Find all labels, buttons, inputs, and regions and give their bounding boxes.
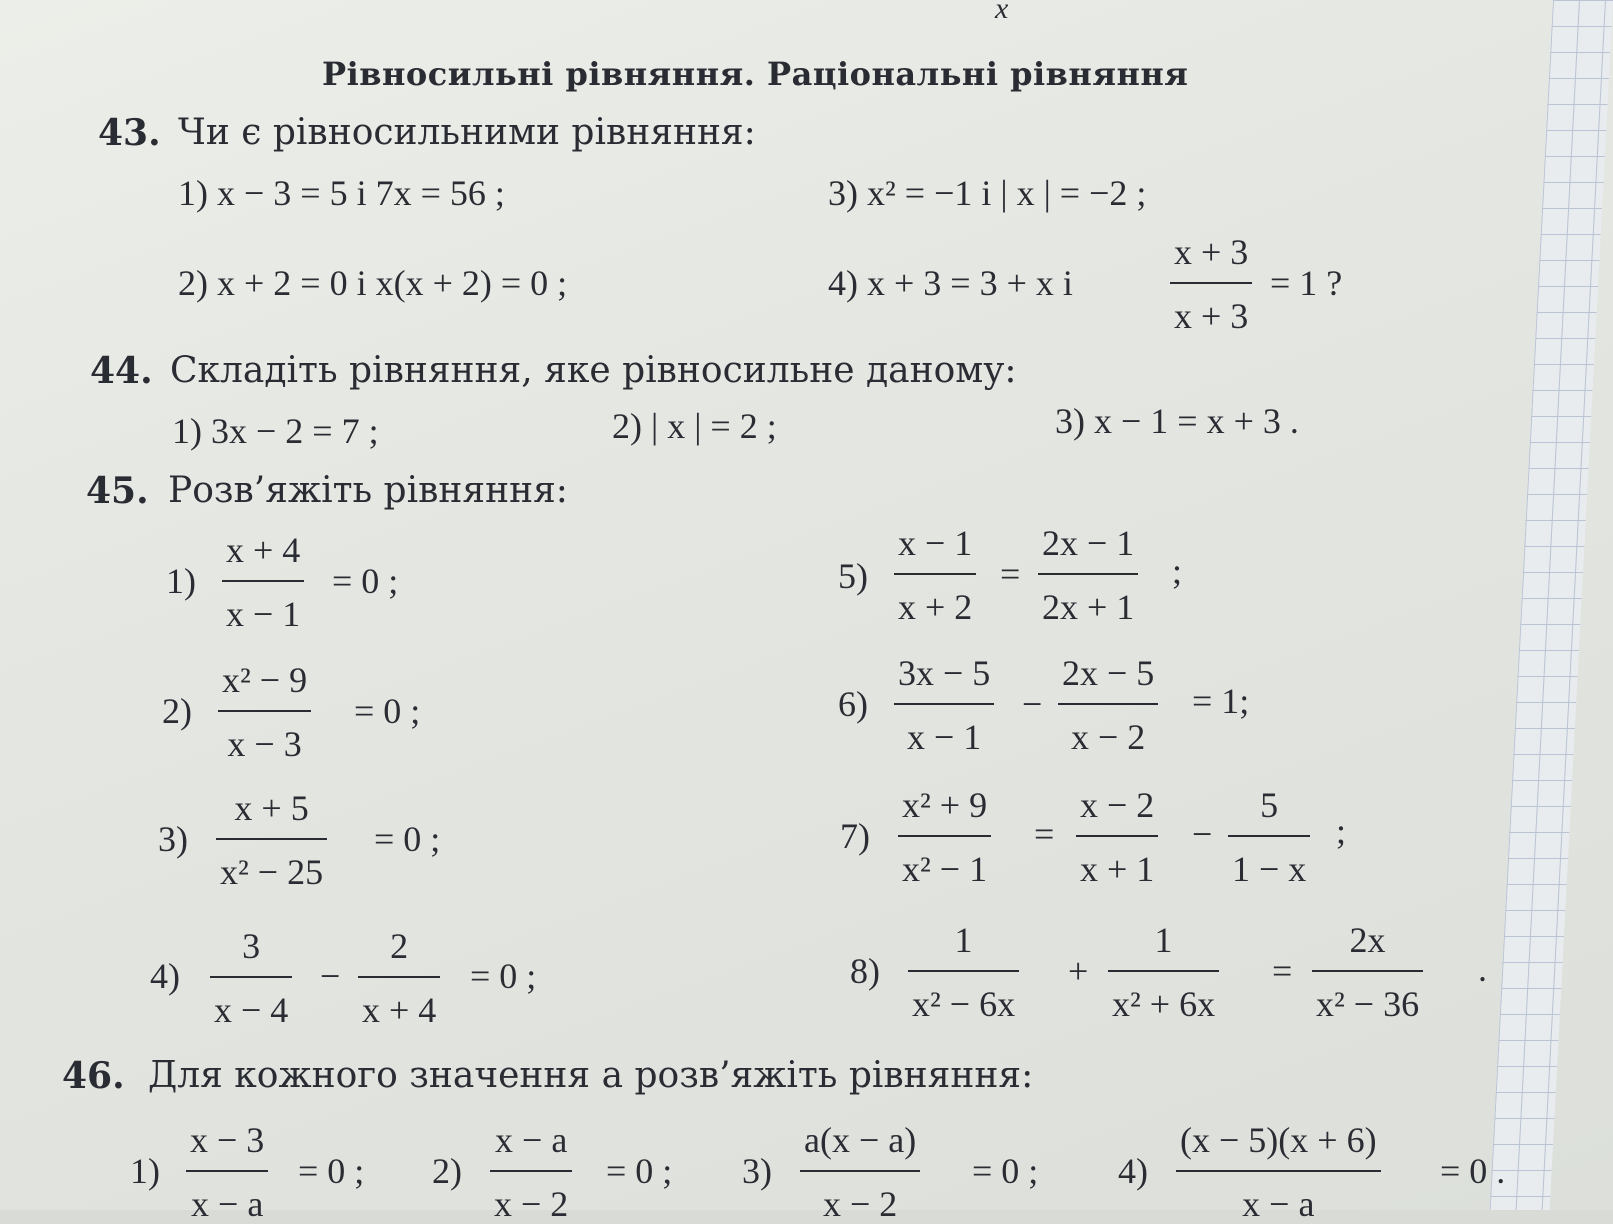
fraction-bar	[1312, 970, 1423, 972]
fraction-bar	[210, 976, 292, 978]
fraction-bar	[216, 838, 327, 840]
denominator: x² − 25	[220, 852, 324, 892]
numerator: 5	[1260, 785, 1279, 825]
fraction-bar	[1038, 573, 1138, 575]
problem-44-item-1: 1) 3x − 2 = 7 ;	[172, 411, 379, 451]
problem-45-item-5-operator: =	[1000, 554, 1021, 594]
fraction-bar	[894, 573, 976, 575]
denominator: 2x + 1	[1042, 587, 1135, 627]
problem-43-item-1: 1) x − 3 = 5 і 7x = 56 ;	[178, 173, 505, 213]
problem-46-item-1-label: 1)	[130, 1151, 160, 1191]
numerator: 2x − 5	[1062, 653, 1155, 693]
denominator: x + 1	[1080, 849, 1155, 889]
problem-45-item-4-operator: −	[320, 956, 341, 996]
denominator: x² − 6x	[912, 984, 1016, 1024]
problem-46-item-4-fraction	[1176, 1122, 1381, 1222]
problem-45-text: Розв’яжіть рівняння:	[168, 470, 568, 511]
problem-45-item-4-fraction-1	[210, 928, 292, 1028]
problem-44-item-3: 3) x − 1 = x + 3 .	[1055, 401, 1299, 441]
problem-45-item-3-fraction	[216, 790, 327, 890]
problem-46-item-4-label: 4)	[1118, 1151, 1148, 1191]
numerator: x² − 9	[222, 660, 308, 700]
problem-45-item-5-fraction-1	[894, 525, 976, 625]
problem-45-item-2-label: 2)	[162, 691, 192, 731]
numerator: 1	[1154, 920, 1173, 960]
problem-45-item-4-label: 4)	[150, 956, 180, 996]
problem-45-item-3-label: 3)	[158, 819, 188, 859]
problem-44-number: 44.	[90, 350, 153, 392]
problem-45-item-6-fraction-1	[894, 655, 994, 755]
fraction-bar	[894, 703, 994, 705]
denominator: x − 4	[214, 990, 289, 1030]
fraction-bar	[1058, 703, 1158, 705]
numerator: x − a	[495, 1120, 568, 1160]
numerator: 3x − 5	[898, 653, 991, 693]
denominator: x − 1	[226, 594, 301, 634]
numerator: x − 1	[898, 523, 973, 563]
problem-45-item-8-fraction-1	[908, 922, 1019, 1022]
numerator: 2x	[1349, 920, 1386, 960]
denominator: x² − 1	[902, 849, 988, 889]
denominator: x − 3	[227, 724, 302, 764]
problem-45-item-6-tail: = 1;	[1192, 681, 1250, 721]
page-title: Рівносильні рівняння. Раціональні рівняння	[322, 55, 1189, 93]
problem-45-item-7-fraction-2	[1076, 787, 1158, 887]
problem-43-item-4-tail: = 1 ?	[1270, 263, 1343, 303]
problem-46-item-3-fraction	[800, 1122, 920, 1222]
fraction-bar	[898, 835, 991, 837]
problem-45-item-8-fraction-3	[1312, 922, 1423, 1022]
fraction-bar	[1228, 835, 1310, 837]
fraction-bar	[490, 1170, 572, 1172]
problem-43-item-2: 2) x + 2 = 0 і x(x + 2) = 0 ;	[178, 263, 568, 303]
denominator: x + 2	[898, 587, 973, 627]
denominator: x + 3	[1174, 296, 1249, 336]
problem-45-item-2-tail: = 0 ;	[354, 691, 421, 731]
fraction-bar	[222, 580, 304, 582]
denominator: x − 2	[1071, 717, 1146, 757]
problem-46-item-2-label: 2)	[432, 1151, 462, 1191]
problem-46-item-2-tail: = 0 ;	[606, 1151, 673, 1191]
problem-45-item-5-fraction-2	[1038, 525, 1138, 625]
numerator: x − 2	[1080, 785, 1155, 825]
problem-45-item-3-tail: = 0 ;	[374, 819, 441, 859]
grid-paper-edge	[1490, 0, 1613, 1210]
fraction-bar	[1170, 282, 1252, 284]
problem-43-text: Чи є рівносильними рівняння:	[178, 112, 756, 153]
numerator: x − 3	[190, 1120, 265, 1160]
fraction-bar	[358, 976, 440, 978]
problem-45-item-6-operator: −	[1022, 684, 1043, 724]
problem-45-item-1-label: 1)	[166, 561, 196, 601]
problem-44-item-2: 2) | x | = 2 ;	[612, 406, 777, 446]
problem-45-number: 45.	[86, 470, 149, 512]
problem-45-item-8-fraction-2	[1108, 922, 1219, 1022]
fraction-bar	[1176, 1170, 1381, 1172]
fraction-bar	[908, 970, 1019, 972]
problem-45-item-8-label: 8)	[850, 951, 880, 991]
problem-45-item-5-tail: ;	[1172, 551, 1183, 591]
problem-45-item-7-operator-2: −	[1192, 814, 1213, 854]
denominator: x − a	[1242, 1184, 1315, 1224]
problem-45-item-2-fraction	[218, 662, 311, 762]
problem-45-item-7-label: 7)	[840, 816, 870, 856]
problem-45-item-7-tail: ;	[1336, 811, 1347, 851]
problem-46-item-1-tail: = 0 ;	[298, 1151, 365, 1191]
denominator: x − 1	[907, 717, 982, 757]
problem-45-item-8-operator-1: +	[1068, 951, 1089, 991]
fraction-bar	[1076, 835, 1158, 837]
denominator: x − 2	[494, 1184, 569, 1224]
problem-43-item-4: 4) x + 3 = 3 + x і	[828, 263, 1073, 303]
problem-45-item-8-operator-2: =	[1272, 951, 1293, 991]
denominator: x + 4	[362, 990, 437, 1030]
problem-45-item-4-tail: = 0 ;	[470, 956, 537, 996]
problem-43-item-3: 3) x² = −1 і | x | = −2 ;	[828, 173, 1147, 213]
problem-45-item-6-label: 6)	[838, 684, 868, 724]
numerator: x + 4	[226, 530, 301, 570]
problem-43-number: 43.	[98, 112, 161, 154]
numerator: x + 3	[1174, 232, 1249, 272]
denominator: x − 2	[822, 1184, 898, 1224]
problem-46-item-2-fraction	[490, 1122, 572, 1222]
problem-45-item-5-label: 5)	[838, 556, 868, 596]
problem-43-item-4-fraction	[1170, 234, 1252, 334]
problem-45-item-7-fraction-3	[1228, 787, 1310, 887]
numerator: 2	[390, 926, 409, 966]
problem-46-item-4-tail: = 0 .	[1440, 1151, 1506, 1191]
problem-45-item-8-tail: .	[1478, 949, 1487, 989]
denominator: x² − 36	[1316, 984, 1420, 1024]
fraction-bar	[218, 710, 311, 712]
problem-46-item-3-tail: = 0 ;	[972, 1151, 1039, 1191]
denominator: x − a	[191, 1184, 264, 1224]
numerator: 3	[242, 926, 261, 966]
stray-mark: x	[995, 0, 1009, 25]
problem-45-item-7-fraction-1	[898, 787, 991, 887]
problem-45-item-1-fraction	[222, 532, 304, 632]
problem-44-text: Складіть рівняння, яке рівносильне даному:	[170, 350, 1017, 391]
numerator: x² + 9	[902, 785, 988, 825]
numerator: a(x − a)	[804, 1120, 917, 1160]
fraction-bar	[186, 1170, 268, 1172]
numerator: (x − 5)(x + 6)	[1180, 1120, 1377, 1160]
denominator: x² + 6x	[1112, 984, 1216, 1024]
problem-45-item-6-fraction-2	[1058, 655, 1158, 755]
problem-45-item-1-tail: = 0 ;	[332, 561, 399, 601]
fraction-bar	[800, 1170, 920, 1172]
numerator: 1	[954, 920, 973, 960]
problem-46-item-3-label: 3)	[742, 1151, 772, 1191]
problem-45-item-4-fraction-2	[358, 928, 440, 1028]
numerator: 2x − 1	[1042, 523, 1135, 563]
denominator: 1 − x	[1232, 849, 1307, 889]
problem-46-item-1-fraction	[186, 1122, 268, 1222]
problem-45-item-7-operator-1: =	[1034, 814, 1055, 854]
problem-46-text: Для кожного значення a розв’яжіть рівняння:	[148, 1055, 1034, 1096]
fraction-bar	[1108, 970, 1219, 972]
numerator: x + 5	[234, 788, 309, 828]
problem-46-number: 46.	[62, 1055, 125, 1097]
